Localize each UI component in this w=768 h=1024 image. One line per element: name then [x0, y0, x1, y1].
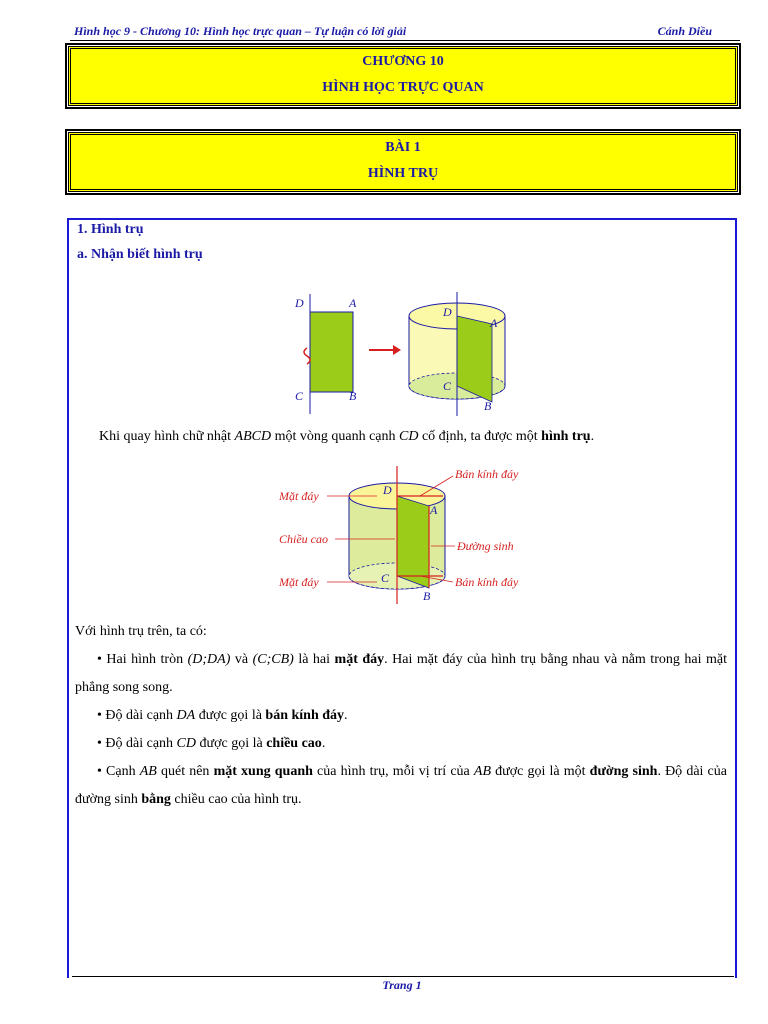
lesson-title: HÌNH TRỤ	[367, 166, 439, 181]
label-b2: B	[484, 399, 492, 413]
lesson-box	[68, 132, 738, 192]
rotation-arrow-icon	[304, 348, 310, 364]
label-ban-kinh-bottom: Bán kính đáy	[455, 575, 519, 589]
rectangle-abcd	[310, 312, 353, 392]
label-a3: A	[430, 503, 438, 517]
label-c1: C	[295, 389, 304, 403]
chapter-box	[68, 46, 738, 106]
header-left: Hình học 9 - Chương 10: Hình học trực quan – Tự luận có lời giải	[74, 24, 407, 38]
header-right: Cánh Diều	[657, 24, 712, 38]
label-mat-day-bottom: Mặt đáy	[279, 575, 319, 589]
bullet-duong-sinh: • Cạnh AB quét nên mặt xung quanh của hình trụ, mỗi vị trí của AB được gọi là một đường sinh. Độ dài của đường sinh bằng chiều cao của hình trụ.	[75, 764, 727, 807]
rotation-paragraph: Khi quay hình chữ nhật ABCD một vòng quanh cạnh CD cố định, ta được một hình trụ.	[99, 429, 595, 444]
label-d3: D	[383, 483, 392, 497]
label-c2: C	[443, 379, 452, 393]
label-b3: B	[423, 589, 431, 603]
label-a2: A	[490, 316, 498, 330]
label-duong-sinh: Đường sinh	[457, 539, 514, 553]
bullet-ban-kinh: • Độ dài cạnh DA được gọi là bán kính đáy.	[97, 708, 348, 723]
label-a1: A	[349, 296, 357, 310]
label-c3: C	[381, 571, 390, 585]
chapter-number: CHƯƠNG 10	[362, 54, 444, 69]
subsection-heading: a. Nhận biết hình trụ	[77, 247, 203, 262]
content-frame	[67, 218, 737, 978]
label-d2: D	[443, 305, 452, 319]
bullet-mat-day: • Hai hình tròn (D;DA) và (C;CB) là hai mặt đáy. Hai mặt đáy của hình trụ bằng nhau và nằm trong hai mặt phẳng song song.	[75, 652, 727, 695]
label-d1: D	[295, 296, 304, 310]
chapter-title: HÌNH HỌC TRỰC QUAN	[322, 80, 484, 95]
footer-divider	[72, 976, 734, 977]
intro-line: Với hình trụ trên, ta có:	[75, 624, 207, 639]
header-divider	[70, 40, 740, 41]
labeled-cylinder-figure	[277, 464, 537, 604]
label-b1: B	[349, 389, 357, 403]
rotation-figure	[287, 292, 517, 416]
label-chieu-cao: Chiều cao	[279, 532, 328, 546]
bullet-chieu-cao: • Độ dài cạnh CD được gọi là chiều cao.	[97, 736, 326, 751]
cylinder-rectangle-2	[397, 496, 429, 588]
transform-arrow-head-icon	[393, 345, 401, 355]
lesson-number: BÀI 1	[385, 140, 421, 155]
label-mat-day-top: Mặt đáy	[279, 489, 319, 503]
label-ban-kinh-top: Bán kính đáy	[455, 467, 519, 481]
section-heading: 1. Hình trụ	[77, 222, 144, 237]
page-number: Trang 1	[382, 978, 422, 992]
